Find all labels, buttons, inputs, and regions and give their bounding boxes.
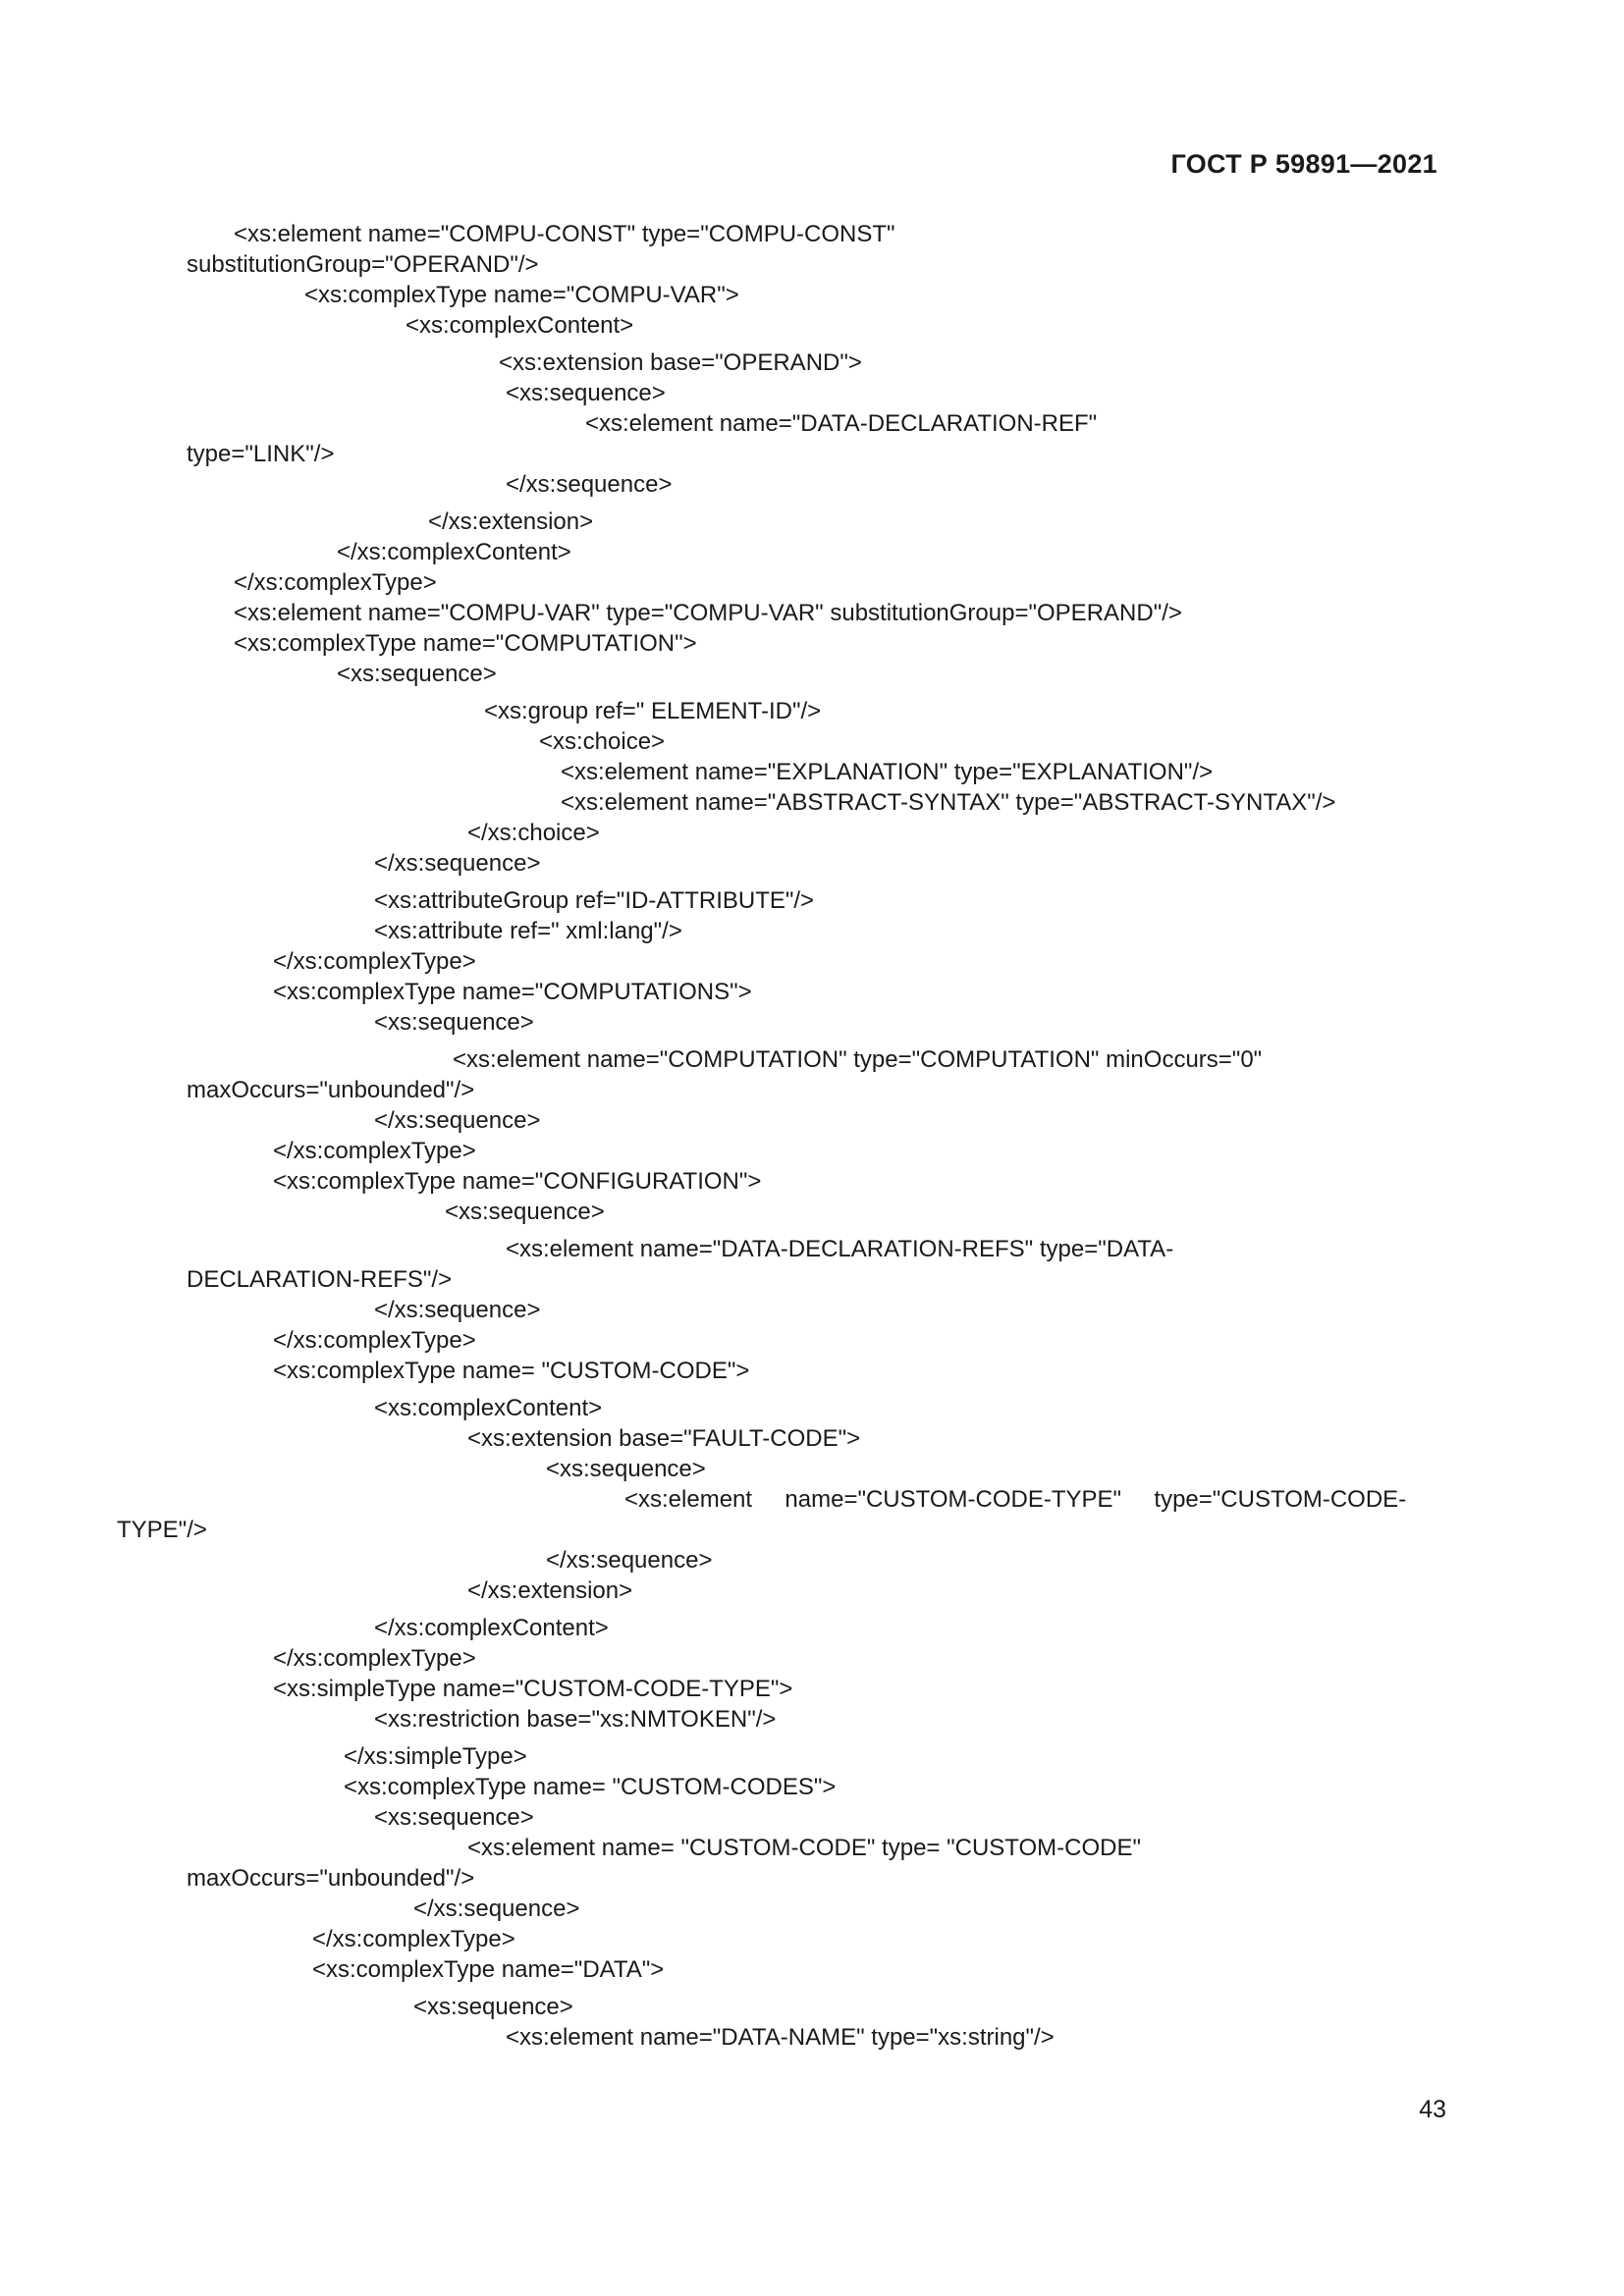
code-line: <xs:sequence> (337, 661, 497, 687)
code-line: <xs:complexContent> (406, 312, 634, 339)
code-line: <xs:element name="COMPU-CONST" type="COMPU-CONST" (234, 221, 895, 247)
code-line: </xs:complexType> (234, 569, 437, 596)
code-line: </xs:complexType> (273, 948, 476, 975)
code-line: <xs:complexType name= "CUSTOM-CODES"> (344, 1774, 837, 1800)
page-header: ГОСТ Р 59891—2021 (1170, 149, 1437, 179)
code-line: </xs:sequence> (506, 471, 673, 498)
code-line: </xs:simpleType> (344, 1743, 527, 1770)
code-line: <xs:complexType name= "CUSTOM-CODE"> (273, 1358, 750, 1384)
code-line: TYPE"/> (117, 1517, 207, 1543)
code-line: <xs:element name="EXPLANATION" type="EXPLANATION"/> (561, 759, 1214, 785)
code-line: <xs:element name="ABSTRACT-SYNTAX" type="ABSTRACT-SYNTAX"/> (561, 789, 1336, 816)
code-line: <xs:group ref=" ELEMENT-ID"/> (484, 698, 822, 724)
code-line: <xs:complexType name="CONFIGURATION"> (273, 1168, 762, 1195)
code-line: </xs:complexType> (273, 1138, 476, 1164)
code-line: </xs:sequence> (374, 850, 541, 877)
code-line: <xs:complexType name="DATA"> (312, 1956, 665, 1983)
code-line: <xs:extension base="OPERAND"> (499, 349, 862, 376)
code-line: </xs:sequence> (546, 1547, 713, 1574)
code-line: type="LINK"/> (187, 441, 335, 467)
page-number: 43 (1419, 2096, 1446, 2123)
code-line: <xs:sequence> (445, 1199, 605, 1225)
code-line: </xs:sequence> (374, 1297, 541, 1323)
code-line: maxOccurs="unbounded"/> (187, 1077, 475, 1103)
code-line: </xs:complexType> (312, 1926, 515, 1952)
code-line: <xs:element name="DATA-DECLARATION-REF" (585, 410, 1098, 437)
code-line: <xs:attribute ref=" xml:lang"/> (374, 918, 682, 944)
code-line: </xs:extension> (467, 1577, 633, 1604)
code-line: <xs:element name="CUSTOM-CODE-TYPE" type="CUSTOM-CODE- (624, 1486, 1407, 1513)
code-line: <xs:complexContent> (374, 1395, 603, 1421)
code-line: <xs:sequence> (506, 380, 666, 406)
code-line: </xs:sequence> (374, 1107, 541, 1134)
code-line: <xs:element name="DATA-NAME" type="xs:string"/> (506, 2024, 1055, 2051)
code-line: <xs:extension base="FAULT-CODE"> (467, 1425, 861, 1452)
code-line: </xs:choice> (467, 820, 600, 846)
code-line: <xs:restriction base="xs:NMTOKEN"/> (374, 1706, 777, 1733)
code-line: <xs:complexType name="COMPUTATIONS"> (273, 979, 752, 1005)
code-line: substitutionGroup="OPERAND"/> (187, 251, 539, 278)
code-line: <xs:element name="COMPU-VAR" type="COMPU-VAR" substitutionGroup="OPERAND"/> (234, 600, 1182, 626)
code-line: <xs:complexType name="COMPUTATION"> (234, 630, 697, 657)
code-line: <xs:choice> (539, 728, 666, 755)
code-line: <xs:sequence> (374, 1009, 534, 1036)
code-line: maxOccurs="unbounded"/> (187, 1865, 475, 1892)
code-line: <xs:element name= "CUSTOM-CODE" type= "CUSTOM-CODE" (467, 1835, 1142, 1861)
code-line: </xs:complexType> (273, 1327, 476, 1354)
code-line: <xs:element name="COMPUTATION" type="COMPUTATION" minOccurs="0" (453, 1046, 1263, 1073)
code-line: </xs:complexContent> (374, 1615, 609, 1641)
code-line: </xs:complexContent> (337, 539, 571, 565)
code-line: <xs:sequence> (374, 1804, 534, 1831)
code-line: <xs:sequence> (546, 1456, 706, 1482)
code-line: <xs:element name="DATA-DECLARATION-REFS" type="DATA- (506, 1236, 1174, 1262)
code-line: <xs:sequence> (413, 1994, 573, 2020)
code-line: </xs:sequence> (413, 1896, 580, 1922)
code-line: <xs:attributeGroup ref="ID-ATTRIBUTE"/> (374, 887, 815, 914)
code-line: </xs:extension> (428, 508, 594, 535)
code-line: <xs:simpleType name="CUSTOM-CODE-TYPE"> (273, 1676, 793, 1702)
code-line: DECLARATION-REFS"/> (187, 1266, 453, 1293)
code-line: <xs:complexType name="COMPU-VAR"> (304, 282, 739, 308)
code-line: </xs:complexType> (273, 1645, 476, 1672)
